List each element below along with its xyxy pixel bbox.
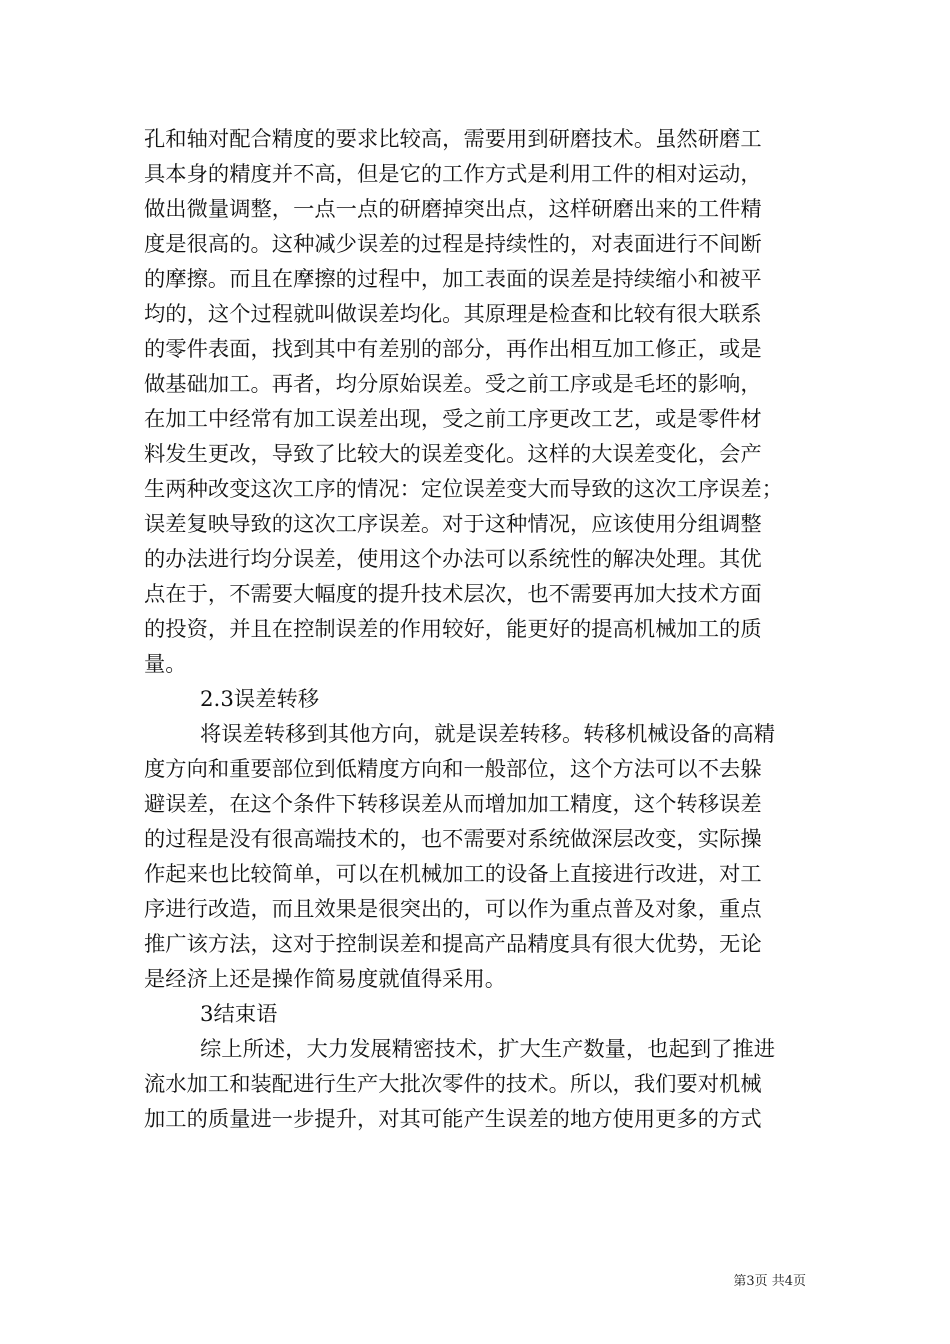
paragraph-line: 将误差转移到其他方向，就是误差转移。转移机械设备的高精 [200,722,776,747]
paragraph-line: 的摩擦。而且在摩擦的过程中，加工表面的误差是持续缩小和被平 [144,267,762,292]
paragraph-line: 具本身的精度并不高，但是它的工作方式是利用工件的相对运动， [144,162,762,187]
paragraph-line: 做出微量调整，一点一点的研磨掉突出点，这样研磨出来的工件精 [144,197,762,222]
paragraph-line: 度方向和重要部位到低精度方向和一般部位，这个方法可以不去躲 [144,757,762,782]
paragraph-line: 的投资，并且在控制误差的作用较好，能更好的提高机械加工的质 [144,617,762,642]
paragraph-line: 的办法进行均分误差，使用这个办法可以系统性的解决处理。其优 [144,547,762,572]
paragraph-line: 量。 [144,652,187,677]
paragraph-line: 综上所述，大力发展精密技术，扩大生产数量，也起到了推进 [200,1037,776,1062]
paragraph-line: 加工的质量进一步提升，对其可能产生误差的地方使用更多的方式 [144,1107,762,1132]
section-heading-2-3: 2.3误差转移 [200,687,320,712]
paragraph-line: 作起来也比较简单，可以在机械加工的设备上直接进行改进，对工 [144,862,762,887]
paragraph-line: 序进行改造，而且效果是很突出的，可以作为重点普及对象，重点 [144,897,762,922]
paragraph-line: 避误差，在这个条件下转移误差从而增加加工精度，这个转移误差 [144,792,762,817]
paragraph-line: 点在于，不需要大幅度的提升技术层次，也不需要再加大技术方面 [144,582,762,607]
paragraph-line: 孔和轴对配合精度的要求比较高，需要用到研磨技术。虽然研磨工 [144,127,762,152]
paragraph-line: 料发生更改，导致了比较大的误差变化。这样的大误差变化，会产 [144,442,762,467]
paragraph-line: 的零件表面，找到其中有差别的部分，再作出相互加工修正，或是 [144,337,762,362]
body-text [144,122,806,1137]
paragraph-line: 度是很高的。这种减少误差的过程是持续性的，对表面进行不间断 [144,232,762,257]
paragraph-line: 是经济上还是操作简易度就值得采用。 [144,967,507,992]
paragraph-line: 的过程是没有很高端技术的，也不需要对系统做深层改变，实际操 [144,827,762,852]
paragraph-line: 均的，这个过程就叫做误差均化。其原理是检查和比较有很大联系 [144,302,762,327]
paragraph-line: 做基础加工。再者，均分原始误差。受之前工序或是毛坯的影响， [144,372,762,397]
section-heading-3: 3结束语 [200,1002,278,1027]
paragraph-line: 在加工中经常有加工误差出现，受之前工序更改工艺，或是零件材 [144,407,762,432]
paragraph-line: 流水加工和装配进行生产大批次零件的技术。所以，我们要对机械 [144,1072,762,1097]
paragraph-line: 推广该方法，这对于控制误差和提高产品精度具有很大优势，无论 [144,932,762,957]
paragraph-line: 误差复映导致的这次工序误差。对于这种情况，应该使用分组调整 [144,512,762,537]
paragraph-line: 生两种改变这次工序的情况：定位误差变大而导致的这次工序误差； [144,477,783,502]
page-number-footer: 第3页 共4页 [733,1274,806,1289]
